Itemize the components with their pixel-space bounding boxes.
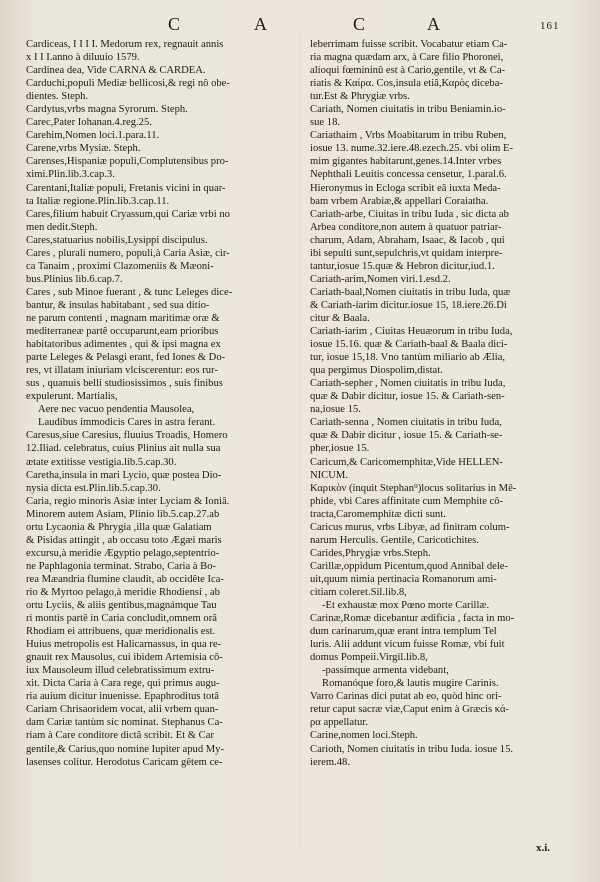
- text-line: phide, vbi Cares affinitate cum Memphite cô-: [310, 495, 504, 507]
- text-line: Cariath-arim,Nomen viri.1.esd.2.: [310, 273, 451, 285]
- text-line: leberrimam fuisse scribit. Vocabatur etiam Ca-: [310, 39, 508, 50]
- running-head-right-letter-2: A: [427, 14, 440, 34]
- text-line: Cariath-senna , Nomen ciuitatis in tribu Iuda,: [310, 417, 502, 429]
- text-line: habitatoribus adimentes , qui & ipsi magna ex: [26, 339, 221, 351]
- text-line: ximi.Plin.lib.3.cap.3.: [26, 169, 115, 181]
- text-line: bus.Plinius lib.6.cap.7.: [26, 273, 123, 285]
- text-line: Caretha,insula in mari Lycio, quæ postea Dio-: [26, 469, 222, 481]
- text-line: excursu,à meridie Ægyptio pelago,septentrio-: [26, 547, 220, 559]
- text-line: alioqui fœmininû est à Cario,gentile, vt & Ca-: [310, 65, 506, 77]
- right-column: [310, 38, 582, 769]
- text-line: mediterraneæ partê occuparunt,eam prioribus: [26, 326, 219, 338]
- text-line: res, vt illatam iniuriam vlciscerentur: eos rur-: [26, 365, 218, 377]
- text-line: Nephthali Leuitis concessa censetur, 1.paral.6.: [310, 169, 507, 181]
- text-line: -Et exhaustæ mox Pœno morte Carillæ.: [322, 600, 490, 612]
- text-line: Carehim,Nomen loci.1.para.11.: [26, 130, 160, 142]
- text-line: mim gigantes habitarunt,genes.14.Inter vrbes: [310, 156, 502, 168]
- text-line: Cariath-iarim , Ciuitas Heuæorum in tribu Iuda,: [310, 326, 513, 338]
- text-line: bam vrbem Arabiæ,& appellari Coraiatha.: [310, 195, 489, 207]
- text-line: & Pisidas attingit , ab occasu toto Ægæi maris: [26, 534, 222, 546]
- text-line: uit,quum nimia pertinacia Romanorum ami-: [310, 573, 497, 585]
- text-line: men dedit.Steph.: [26, 221, 98, 233]
- text-line: tur.Est & Phrygiæ vrbs.: [310, 91, 410, 103]
- text-line: Carenses,Hispaniæ populi,Complutensibus pro-: [26, 156, 229, 168]
- text-line: domus Pompeii.Virgil.lib.8,: [310, 652, 428, 664]
- text-line: Cariathaim , Vrbs Moabitarum in tribu Ruben,: [310, 130, 507, 142]
- text-line: citiam coleret.Sil.lib.8,: [310, 586, 407, 598]
- text-line: & Cariath-iarim dicitur.iosue 15, 18.iere.26.Di: [310, 299, 507, 311]
- text-line: rio & Myrtoo pelago,à meridie Rhodiensi , ab: [26, 586, 220, 598]
- text-line: Laudibus immodicis Cares in astra ferant.: [38, 417, 216, 429]
- text-line: ria magna quædam arx, à Care filio Phoronei,: [310, 52, 504, 64]
- text-line: x I I I.anno à diluuio 1579.: [26, 52, 140, 64]
- text-line: luris. Alii addunt vicum fuisse Romæ, vbi fuit: [310, 639, 505, 651]
- text-line: ρα appellatur.: [310, 717, 368, 729]
- text-line: retur caput sacræ viæ,Caput enim à Græcis κά-: [310, 704, 510, 716]
- text-line: Καρικὸν (inquit Stephan⁹)locus solitarius in Mê-: [310, 482, 517, 494]
- text-line: Arbea conditore,non autem à quatuor patriar-: [310, 221, 502, 233]
- text-line: gentile,& Carius,quo nomine Iupiter apud My-: [26, 743, 225, 755]
- text-line: ortu Lyciis, & aliis gentibus,magnámque Tau: [26, 600, 217, 612]
- text-line: -passímque armenta videbant,: [322, 665, 449, 677]
- text-line: iux Mausoleum illud celebratissimum extru-: [26, 665, 215, 677]
- text-line: ta Italiæ regione.Plin.lib.3.cap.11.: [26, 195, 170, 207]
- signature-mark: x.i.: [536, 842, 551, 854]
- text-line: Carides,Phrygiæ vrbs.Steph.: [310, 547, 431, 559]
- text-line: Carec,Pater Iohanan.4.reg.25.: [26, 117, 152, 129]
- text-line: ri montis partê in Caria concludit,omnem orâ: [26, 613, 217, 625]
- text-line: ria auium dicitur inuenisse. Epaphroditus totâ: [26, 691, 219, 703]
- text-line: citur & Baala.: [310, 312, 370, 324]
- text-line: nysia dicta est.Plin.lib.5.cap.30.: [26, 482, 161, 494]
- text-line: ca Tanaim , proximi Clazomeniis & Mæoni-: [26, 260, 214, 272]
- text-line: quæ & Dabir dicitur, iosue 15. & Cariath-sen-: [310, 391, 505, 403]
- text-line: gnauit rex Mausolus, cui ibidem Artemisia cô-: [26, 652, 223, 664]
- text-line: sue 18.: [310, 117, 341, 129]
- text-line: qua pergimus Diospolim,distat.: [310, 365, 443, 377]
- text-line: expulerunt. Martialis,: [26, 391, 118, 403]
- text-line: charum, Adam, Abraham, Isaac, & Iacob , qui: [310, 234, 505, 246]
- text-line: Cariam Chrisaoridem vocat, alii vrbem quan-: [26, 704, 219, 716]
- left-column: [26, 38, 298, 769]
- text-line: Cares,filium habuit Cryassum,qui Cariæ vrbi no: [26, 208, 230, 220]
- text-line: Caresus,siue Caresius, fluuius Troadis, Homero: [26, 430, 228, 442]
- text-line: ætate extitisse vestigia.lib.5.cap.30.: [26, 456, 177, 468]
- text-line: Cariath-baal,Nomen ciuitatis in tribu Iuda, quæ: [310, 286, 511, 298]
- text-line: dientes. Steph.: [26, 91, 89, 103]
- text-line: narum Herculis. Gentile, Caricotichites.: [310, 534, 479, 546]
- text-line: Aere nec vacuo pendentia Mausolea,: [38, 404, 195, 416]
- text-line: Carinæ,Romæ dicebantur ædificia , facta in mo-: [310, 613, 515, 625]
- text-line: Carene,vrbs Mysiæ. Steph.: [26, 143, 141, 155]
- text-line: Cariath, Nomen ciuitatis in tribu Beniamin.io-: [310, 104, 506, 116]
- text-line: Caricus murus, vrbs Libyæ, ad finitram colum-: [310, 521, 510, 533]
- text-line: riam à Care conditore dictâ scribit. Et & Car: [26, 730, 214, 742]
- text-line: Carine,nomen loci.Steph.: [310, 730, 418, 742]
- running-head-left-letter: C: [168, 14, 182, 34]
- text-line: dam Cariæ tantùm sic nominat. Stephanus Ca-: [26, 717, 223, 729]
- text-line: Cariath-sepher , Nomen ciuitatis in tribu Iuda,: [310, 378, 506, 390]
- text-line: riatis & Καίρα. Cos,insula etiâ,Καρὸς diceba-: [310, 78, 503, 90]
- text-line: pher,iosue 15.: [310, 443, 370, 455]
- text-line: Cariath-arbe, Ciuitas in tribu Iuda , sic dicta ab: [310, 208, 509, 220]
- text-line: parte Leleges & Pelasgi erant, fed Iones & Do-: [26, 352, 226, 364]
- page-number: 161: [540, 20, 560, 32]
- text-line: Cardytus,vrbs magna Syrorum. Steph.: [26, 104, 188, 116]
- text-line: xit. Dicta Caria à Cara rege, qui primus augu-: [26, 678, 220, 690]
- text-line: Rhodiam ei attribuens, quæ meridionalis est.: [26, 626, 216, 638]
- text-line: ne parum contenti , magnam maritimæ oræ &: [26, 312, 220, 324]
- text-line: Cares , sub Minoe fuerant , & tunc Leleges dice-: [26, 286, 233, 298]
- text-line: sus , quanuis belli studiosissimos , suis finibus: [26, 378, 223, 390]
- text-line: bantur, & insulas habitabant , sed sua ditio-: [26, 299, 210, 311]
- text-line: na,iosue 15.: [310, 404, 361, 416]
- text-line: Cares , plurali numero, populi,à Caria Asiæ, cir-: [26, 247, 230, 259]
- text-line: 12.Iliad. celebratus, cuius Plinius ait nulla sua: [26, 443, 221, 455]
- text-line: lasenses colitur. Herodotus Caricam gêtem ce-: [26, 756, 223, 768]
- text-line: Cares,statuarius nobilis,Lysippi discipulus.: [26, 234, 208, 246]
- text-line: quæ & Dabir dicitur , iosue 15. & Cariath-se-: [310, 430, 503, 442]
- text-line: Caria, regio minoris Asiæ inter Lyciam & Ioniâ.: [26, 495, 230, 507]
- text-line: tracta,Caromemphitæ dicti sunt.: [310, 508, 446, 520]
- text-line: Carduchi,populi Mediæ bellicosi,& regi nô obe-: [26, 78, 230, 90]
- text-line: Carillæ,oppidum Picentum,quod Annibal dele-: [310, 560, 509, 572]
- text-line: Cardiceas, I I I I. Medorum rex, regnauit annis: [26, 39, 224, 50]
- text-line: Cardinea dea, Vide CARNA & CARDEA.: [26, 65, 206, 77]
- text-line: ortu Lycaonia & Phrygia ,illa quæ Galatiam: [26, 521, 212, 533]
- text-line: Carentani,Italiæ populi, Fretanis vicini in quar-: [26, 182, 226, 194]
- text-line: Minorem autem Asiam, Plinio lib.5.cap.27.ab: [26, 508, 220, 520]
- text-line: Hieronymus in Ecloga scribit eâ iuxta Meda-: [310, 182, 501, 194]
- text-line: Carioth, Nomen ciuitatis in tribu Iuda. iosue 15.: [310, 743, 514, 755]
- text-line: ne Paphlagonia terminat. Strabo, Caria à Bo-: [26, 560, 217, 572]
- text-line: rea Mæandria flumine claudit, ab occidête Ica-: [26, 573, 224, 585]
- text-line: iosue 13. nume.32.iere.48.ezech.25. vbi olim E-: [310, 143, 513, 155]
- column-gutter: [300, 30, 301, 850]
- text-line: Romanóque foro,& lautis mugire Carinis.: [322, 678, 499, 690]
- text-line: dum carinarum,quæ erant intra templum Tel: [310, 626, 497, 638]
- text-line: Varro Carinas dici putat ab eo, quòd hinc ori-: [310, 691, 502, 703]
- running-head-left-letter-2: A: [254, 14, 268, 34]
- text-line: ibi sepulti sunt,sepulchris,vt quidam interpre-: [310, 247, 503, 259]
- text-line: Huius metropolis est Halicarnassus, in qua re-: [26, 639, 222, 651]
- text-line: NICUM.: [310, 469, 348, 481]
- text-line: ierem.48.: [310, 756, 351, 768]
- text-line: iosue 15.16. quæ & Cariath-baal & Baala dici-: [310, 339, 508, 351]
- text-line: tur, iosue 15,18. Vno tantùm miliario ab Ælia,: [310, 352, 506, 364]
- text-line: Caricum,& Caricomemphitæ,Vide HELLEN-: [310, 456, 503, 468]
- text-line: tantur,iosue 15.quæ & Hebron dicitur,iud.1.: [310, 260, 495, 272]
- running-head-right-letter: C: [353, 14, 366, 34]
